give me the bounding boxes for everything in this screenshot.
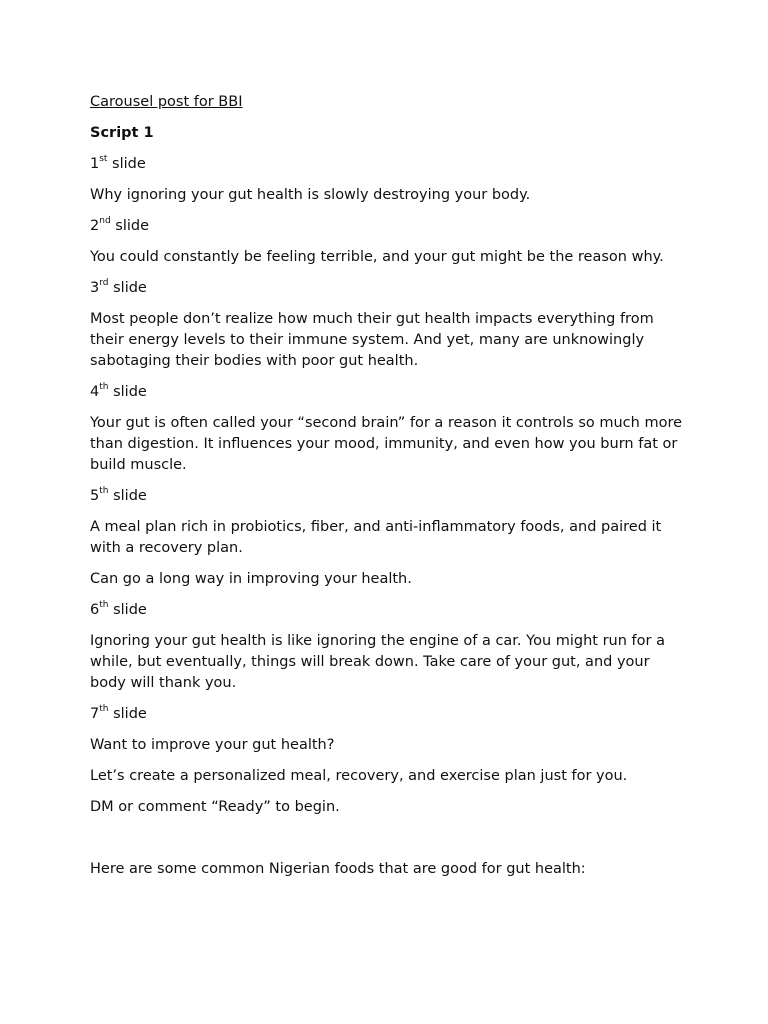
slides-list bbox=[90, 154, 690, 818]
slide-ordinal-suffix: st bbox=[99, 154, 108, 165]
slide-text: Want to improve your gut health? bbox=[90, 737, 335, 753]
slide-text: Most people don’t realize how much their gut health impacts everything from their energy levels to their immune system. And yet, many are unknowingly sabotaging their bodies with poor gut health. bbox=[90, 311, 654, 369]
slide-label: slide bbox=[110, 218, 150, 234]
document-title: Carousel post for BBI bbox=[90, 94, 243, 110]
slide-number: 7 bbox=[90, 706, 100, 722]
slide-text: Your gut is often called your “second brain” for a reason it controls so much more than digestion. It influences your mood, immunity, and even how you burn fat or build muscle. bbox=[90, 415, 683, 473]
blank-line bbox=[90, 828, 690, 849]
slide-number: 2 bbox=[90, 218, 100, 234]
slide-number: 3 bbox=[90, 280, 100, 296]
slide-ordinal-suffix: th bbox=[99, 704, 109, 715]
slide-ordinal-suffix: th bbox=[99, 382, 109, 393]
slide-number: 6 bbox=[90, 602, 100, 618]
slide-label: slide bbox=[108, 488, 147, 504]
slide-label: slide bbox=[108, 384, 147, 400]
slide-heading bbox=[90, 278, 690, 299]
slide-label: slide bbox=[107, 156, 146, 172]
slide-heading bbox=[90, 154, 690, 175]
slide-label: slide bbox=[108, 602, 147, 618]
slide-text: You could constantly be feeling terrible, and your gut might be the reason why. bbox=[90, 249, 664, 265]
slide-number: 5 bbox=[90, 488, 100, 504]
slide-number: 1 bbox=[90, 156, 100, 172]
slide-heading bbox=[90, 600, 690, 621]
slide-text: DM or comment “Ready” to begin. bbox=[90, 799, 340, 815]
slide-text: Let’s create a personalized meal, recovery, and exercise plan just for you. bbox=[90, 768, 628, 784]
slide-heading bbox=[90, 486, 690, 507]
closing-paragraph: Here are some common Nigerian foods that are good for gut health: bbox=[90, 861, 586, 877]
slide-text: Ignoring your gut health is like ignoring the engine of a car. You might run for a while, but eventually, things will break down. Take care of your gut, and your body will thank you. bbox=[90, 633, 665, 691]
slide-heading bbox=[90, 704, 690, 725]
slide-ordinal-suffix: th bbox=[99, 600, 109, 611]
slide-label: slide bbox=[108, 280, 147, 296]
document-body bbox=[90, 92, 690, 890]
slide-text: Why ignoring your gut health is slowly destroying your body. bbox=[90, 187, 531, 203]
slide-ordinal-suffix: th bbox=[99, 486, 109, 497]
slide-heading bbox=[90, 216, 690, 237]
slide-text: A meal plan rich in probiotics, fiber, and anti-inflammatory foods, and paired it with a recovery plan. bbox=[90, 519, 662, 556]
slide-text: Can go a long way in improving your health. bbox=[90, 571, 412, 587]
slide-ordinal-suffix: rd bbox=[99, 278, 109, 289]
script-heading: Script 1 bbox=[90, 125, 154, 141]
slide-heading bbox=[90, 382, 690, 403]
slide-label: slide bbox=[108, 706, 147, 722]
slide-ordinal-suffix: nd bbox=[99, 216, 111, 227]
slide-number: 4 bbox=[90, 384, 100, 400]
